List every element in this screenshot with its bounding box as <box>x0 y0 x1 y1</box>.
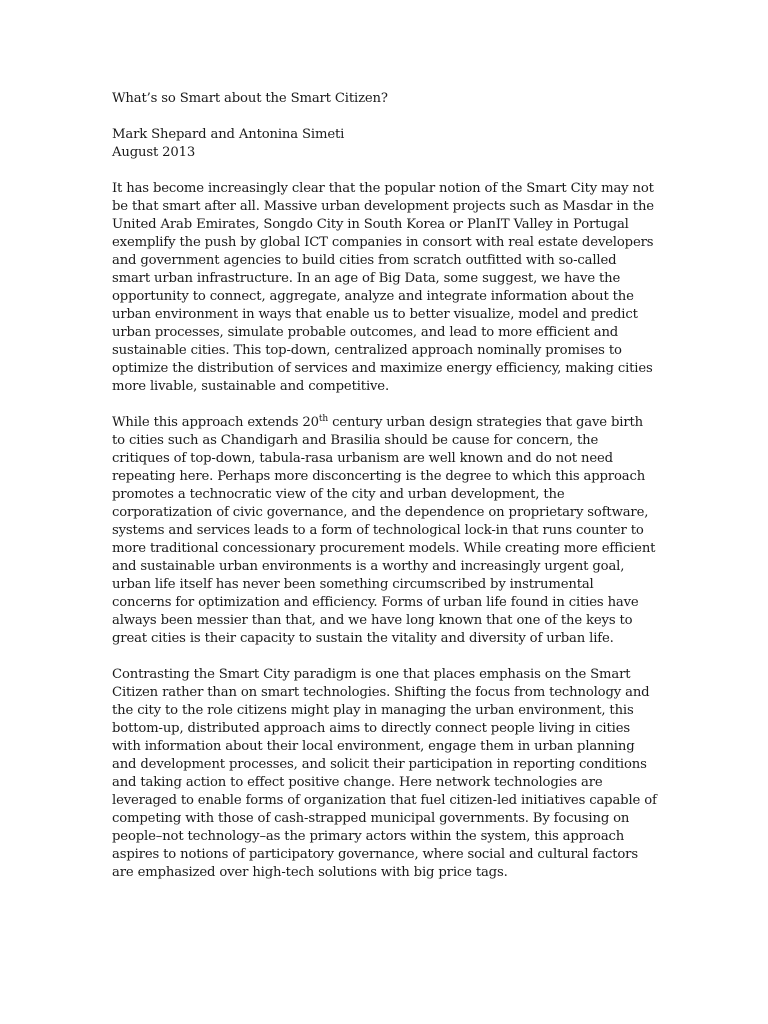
document-title: What’s so Smart about the Smart Citizen? <box>112 91 388 106</box>
ordinal-suffix: th <box>318 414 329 424</box>
paragraph-2-start: While this approach extends 20 <box>112 415 319 430</box>
date: August 2013 <box>112 145 196 160</box>
paragraph-1: It has become increasingly clear that the popular notion of the Smart City may not be that smart after all. Massive urban development projects such as Masdar in the United Arab Emirates, Songdo City in South Korea or PlanIT Valley in Portugal exemplify the push by global ICT companies in consort with real estate developers and government agencies to build cities from scratch outfitted with so-called smart urban infrastructure. In an age of Big Data, some suggest, we have the opportunity to connect, aggregate, analyze and integrate information about the urban environment in ways that enable us to better visualize, model and predict urban processes, simulate probable outcomes, and lead to more efficient and sustainable cities. This top-down, centralized approach nominally promises to optimize the distribution of services and maximize energy efficiency, making cities more livable, sustainable and competitive. <box>112 181 654 394</box>
paragraph-3: Contrasting the Smart City paradigm is one that places emphasis on the Smart Citizen rather than on smart technologies. Shifting the focus from technology and the city to the role citizens might play in managing the urban environment, this bottom-up, distributed approach aims to directly connect people living in cities with information about their local environment, engage them in urban planning and development processes, and solicit their participation in reporting conditions and taking action to effect positive change. Here network technologies are leveraged to enable forms of organization that fuel citizen-led initiatives capable of competing with those of cash-strapped municipal governments. By focusing on people–not technology–as the primary actors within the system, this approach aspires to notions of participatory governance, where social and cultural factors are emphasized over high-tech solutions with big price tags. <box>112 667 657 880</box>
paragraph-2 <box>112 414 657 648</box>
paragraph-2-rest: century urban design strategies that gave birth to cities such as Chandigarh and Brasilia should be cause for concern, the critiques of top-down, tabula-rasa urbanism are well known and do not need repeating here. Perhaps more disconcerting is the degree to which this approach promotes a technocratic view of the city and urban development, the corporatization of civic governance, and the dependence on proprietary software, systems and services leads to a form of technological lock-in that runs counter to more traditional concessionary procurement models. While creating more efficient and sustainable urban environments is a worthy and increasingly urgent goal, urban life itself has never been something circumscribed by instrumental concerns for optimization and efficiency. Forms of urban life found in cities have always been messier than that, and we have long known that one of the keys to great cities is their capacity to sustain the vitality and diversity of urban life. <box>112 415 656 646</box>
document-meta <box>112 126 657 162</box>
document-page <box>112 90 657 900</box>
authors: Mark Shepard and Antonina Simeti <box>112 127 345 142</box>
